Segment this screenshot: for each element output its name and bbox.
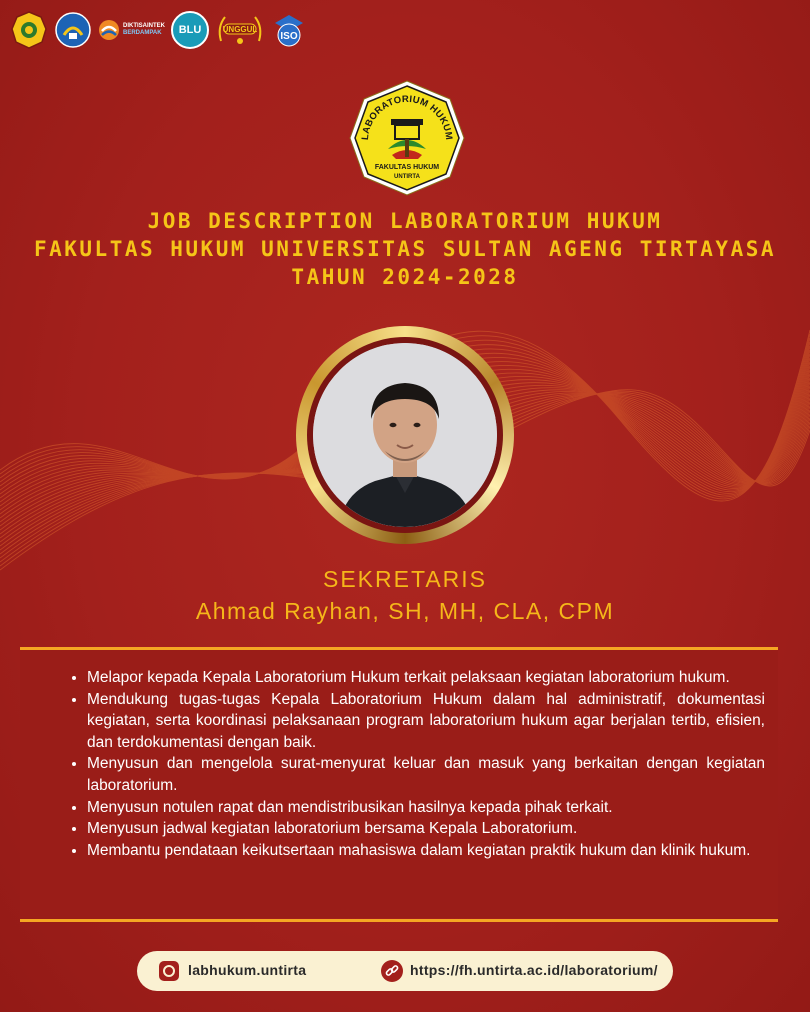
duty-item: • Menyusun dan mengelola surat-menyurat keluar dan masuk yang berkaitan dengan kegiatan laboratorium. — [87, 753, 765, 796]
diktisaintek-line1: DIKTISAINTEK — [123, 23, 165, 29]
iso-logo-text: ISO — [280, 31, 298, 42]
laboratorium-hukum-crest — [348, 79, 466, 197]
untirta-logo — [10, 10, 48, 50]
duty-item: • Membantu pendataan keikutsertaan mahasiswa dalam kegiatan praktik hukum dan klinik hukum. — [87, 840, 765, 862]
unggul-logo — [215, 10, 265, 50]
duties-list — [66, 667, 765, 861]
crest-bottom-text-2: UNTIRTA — [394, 174, 420, 180]
person-name: Ahmad Rayhan, SH, MH, CLA, CPM — [195, 598, 615, 624]
duty-item: • Menyusun jadwal kegiatan laboratorium bersama Kepala Laboratorium. — [87, 818, 765, 840]
page-title — [0, 207, 810, 291]
portrait-photo — [313, 343, 497, 527]
website-link[interactable]: https://fh.untirta.ac.id/laboratorium/ — [410, 962, 658, 978]
title-line-1: JOB DESCRIPTION LABORATORIUM HUKUM — [147, 209, 663, 233]
link-icon — [381, 960, 403, 982]
divider-bottom — [20, 919, 778, 922]
crest-bottom-text-1: FAKULTAS HUKUM — [374, 164, 440, 171]
diktisaintek-line2: BERDAMPAK — [123, 30, 162, 36]
duty-item: • Mendukung tugas-tugas Kepala Laboratorium Hukum dalam hal administratif, dokumentasi kegiatan, serta koordinasi pelaksanaan program laboratorium hukum agar berjalan tertib, efisien, dan terdokumentasi dengan baik. — [87, 689, 765, 754]
blu-logo-text: BLU — [171, 11, 209, 49]
person-role: SEKRETARIS — [323, 566, 487, 592]
instagram-icon — [159, 961, 179, 981]
unggul-logo-text: UNGGUL — [222, 25, 258, 34]
partner-logos — [10, 10, 307, 50]
duty-item: • Menyusun notulen rapat dan mendistribusikan hasilnya kepada pihak terkait. — [87, 797, 765, 819]
portrait-frame — [296, 326, 514, 544]
title-line-3: TAHUN 2024-2028 — [291, 265, 519, 289]
instagram-handle-link[interactable]: labhukum.untirta — [188, 962, 307, 978]
iso-logo — [271, 10, 307, 50]
crest-top-text: LABORATORIUM HUKUM — [359, 93, 455, 141]
blu-logo — [171, 10, 209, 50]
kemendikbud-logo — [54, 10, 92, 50]
title-line-2: FAKULTAS HUKUM UNIVERSITAS SULTAN AGENG TIRTAYASA — [33, 237, 776, 261]
duty-item: • Melapor kepada Kepala Laboratorium Hukum terkait pelaksaan kegiatan laboratorium hukum. — [87, 667, 765, 689]
contact-bar — [137, 951, 673, 991]
diktisaintek-mark-icon — [98, 19, 120, 41]
diktisaintek-logo — [98, 10, 165, 50]
